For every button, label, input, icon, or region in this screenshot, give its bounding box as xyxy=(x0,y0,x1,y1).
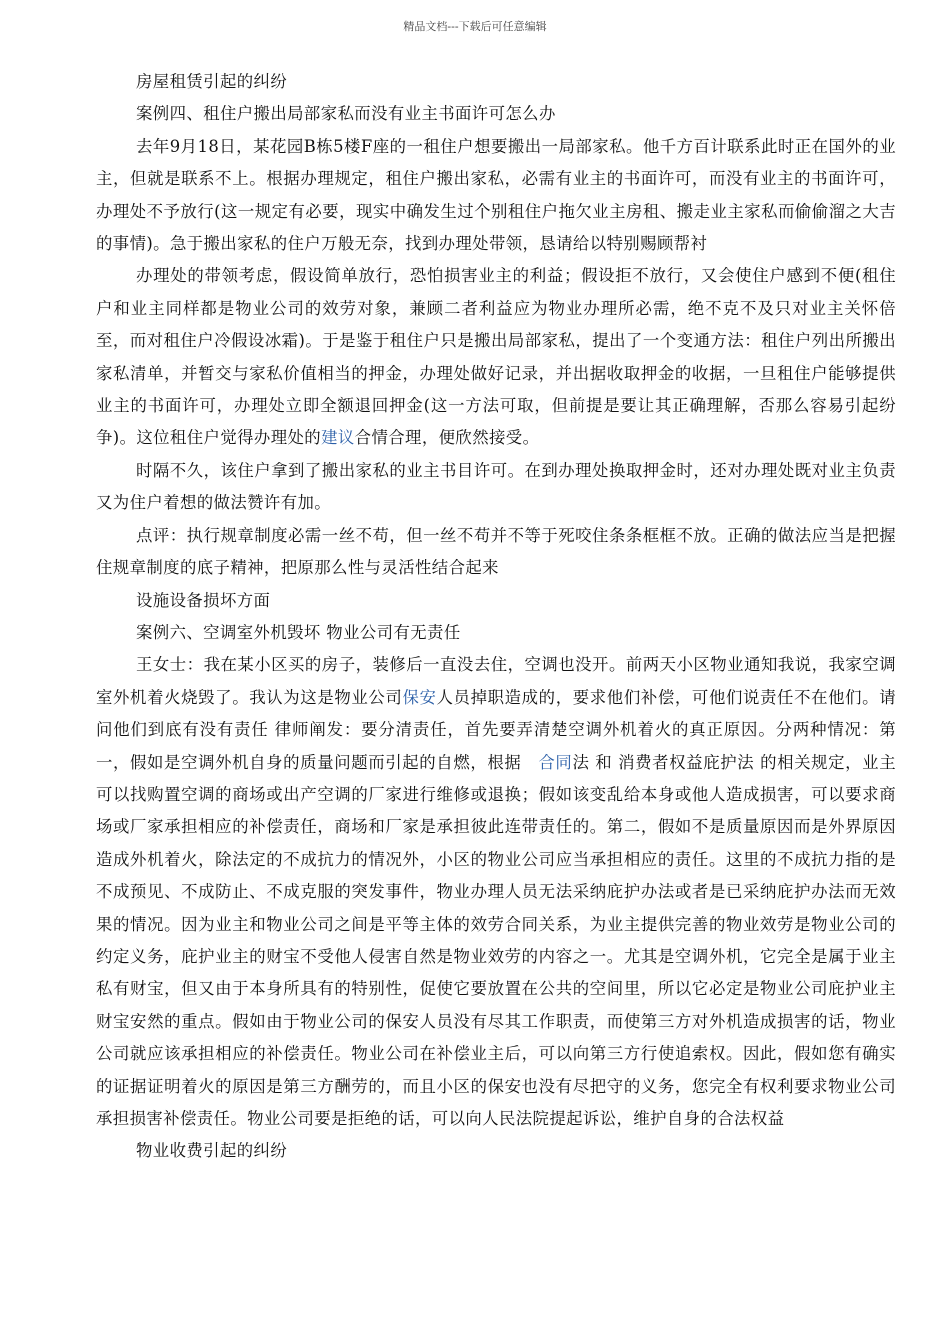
paragraph-text: 人员掉职造成的，要求他们补偿，可他们说责任不在他们。请问他们到底有没有责任 律师阐发：要分清责任，首先要弄清楚空调外机着火的真正原因。分两种情况：第一，假如是空调外机自身的质量问题而引起的自燃，根据 xyxy=(96,687,896,772)
paragraph-text: 王女士：我在某小区买的房子，装修后一直没去住，空调也没开。前两天小区物业通知我说，我家空调室外机着火烧毁了。我认为这是物业公司 xyxy=(96,655,896,707)
paragraph-text: 法 和 消费者权益庇护法 的相关规定，业主可以找购置空调的商场或出产空调的厂家进行维修或退换；假如该变乱给本身或他人造成损害，可以要求商场或厂家承担相应的补偿责任，商场和厂家是承担彼此连带责任的。第二，假如不是质量原因而是外界原因造成外机着火，除法定的不成抗力的情况外，小区的物业公司应当承担相应的责任。这里的不成抗力指的是不成预见、不成防止、不成克服的突发事件，物业办理人员无法采纳庇护办法或者是已采纳庇护办法而无效果的情况。因为业主和物业公司之间是平等主体的效劳合同关系，为业主提供完善的物业效劳是物业公司的约定义务，庇护业主的财宝不受他人侵害自然是物业效劳的内容之一。尤其是空调外机，它完全是属于业主私有财宝，但又由于本身所具有的特别性，促使它要放置在公共的空间里，所以它必定是物业公司庇护业主财宝安然的重点。假如由于物业公司的保安人员没有尽其工作职责，而使第三方对外机造成损害的话，物业公司就应该承担相应的补偿责任。物业公司在补偿业主后，可以向第三方行使追索权。因此，假如您有确实的证据证明着火的原因是第三方酬劳的，而且小区的保安也没有尽把守的义务，您完全有权利要求物业公司承担损害补偿责任。物业公司要是拒绝的话，可以向人民法院提起诉讼，维护自身的合法权益 xyxy=(96,752,896,1128)
link-security[interactable]: 保安 xyxy=(402,687,437,707)
document-body xyxy=(96,66,896,1168)
paragraph-case6-body xyxy=(96,649,896,1135)
paragraph-case4-comment: 点评：执行规章制度必需一丝不苟，但一丝不苟并不等于死咬住条条框框不放。正确的做法应当是把握住规章制度的底子精神，把原那么性与灵活性结合起来 xyxy=(96,525,896,578)
section-heading-fees: 物业收费引起的纠纷 xyxy=(136,1141,288,1161)
section-heading-rental: 房屋租赁引起的纠纷 xyxy=(136,72,288,91)
section-heading-facilities: 设施设备损坏方面 xyxy=(136,590,271,610)
link-suggestion[interactable]: 建议 xyxy=(321,428,355,448)
case-title-4: 案例四、租住户搬出局部家私而没有业主书面许可怎么办 xyxy=(136,104,556,124)
page-header: 精品文档---下载后可任意编辑 xyxy=(403,20,547,33)
paragraph-text: 办理处的带领考虑，假设简单放行，恐怕损害业主的利益；假设拒不放行，又会使住户感到不便(租住户和业主同样都是物业公司的效劳对象，兼顾二者利益应为物业办理所必需，绝不克不及只对业主关怀倍至，而对租住户冷假设冰霜)。于是鉴于租住户只是搬出局部家私，提出了一个变通方法：租住户列出所搬出家私清单，并暂交与家私价值相当的押金，办理处做好记录，并出据收取押金的收据，一旦租住户能够提供业主的书面许可，办理处立即全额退回押金(这一方法可取，但前提是要让其正确理解，否那么容易引起纷争)。这位租住户觉得办理处的 xyxy=(96,266,896,448)
link-contract[interactable]: 合同 xyxy=(538,752,573,772)
paragraph-case4-solution xyxy=(96,260,896,454)
paragraph-case4-story: 去年9月18日，某花园B栋5楼F座的一租住户想要搬出一局部家私。他千方百计联系此时正在国外的业主，但就是联系不上。根据办理规定，租住户搬出家私，必需有业主的书面许可，而没有业主的书面许可，办理处不予放行(这一规定有必要，现实中确发生过个别租住户拖欠业主房租、搬走业主家私而偷偷溜之大吉的事情)。急于搬出家私的住户万般无奈，找到办理处带领，恳请给以特别赐顾帮衬 xyxy=(96,136,896,254)
paragraph-case4-result: 时隔不久，该住户拿到了搬出家私的业主书目许可。在到办理处换取押金时，还对办理处既对业主负责又为住户着想的做法赞许有加。 xyxy=(96,460,896,513)
paragraph-text: 合情合理，便欣然接受。 xyxy=(354,428,540,448)
case-title-6: 案例六、空调室外机毁坏 物业公司有无责任 xyxy=(136,622,461,642)
